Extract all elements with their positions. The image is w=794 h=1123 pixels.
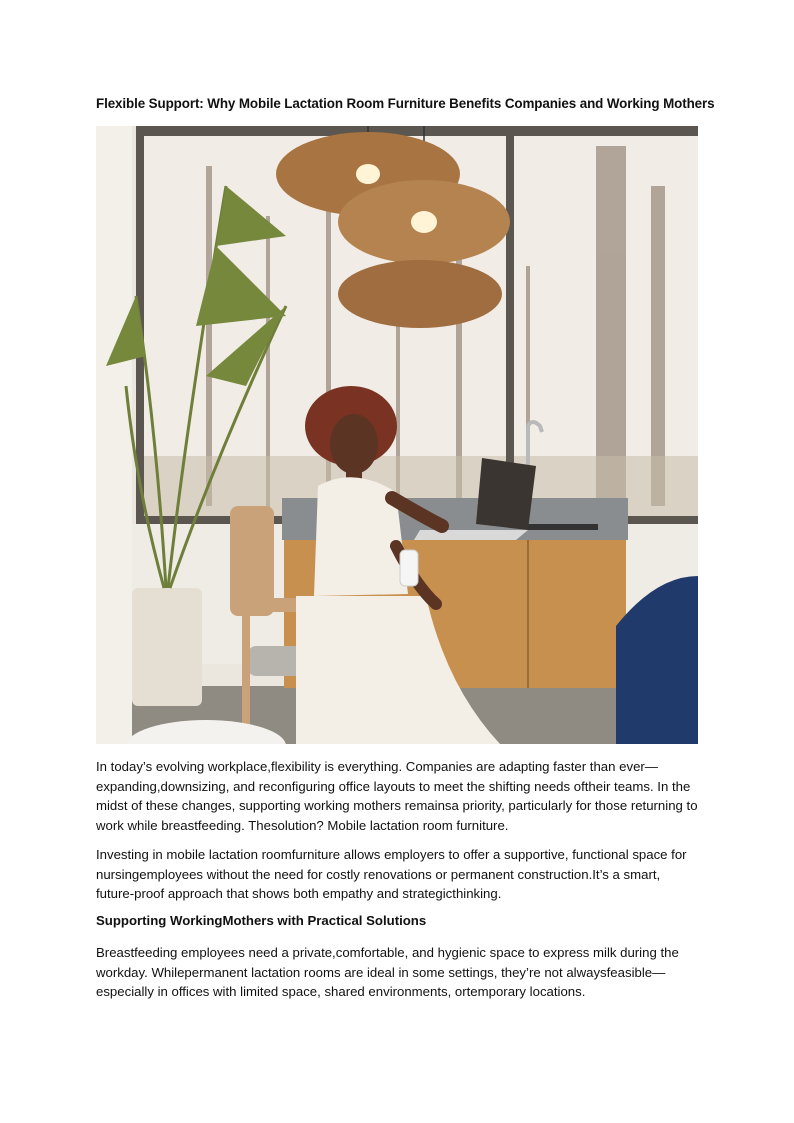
lactation-room-photo <box>96 126 698 744</box>
section-subheading: Supporting WorkingMothers with Practical Solutions <box>96 913 427 928</box>
paragraph-investing: Investing in mobile lactation roomfurniture allows employers to offer a supportive, functional space for nursingemployees without the need for costly renovations or permanent construction.It’s a smart, future-proof approach that shows both empathy and strategicthinking. <box>96 847 687 901</box>
document-title: Flexible Support: Why Mobile Lactation Room Furniture Benefits Companies and Working Mothers <box>96 96 715 111</box>
paragraph-intro: In today’s evolving workplace,flexibility is everything. Companies are adapting faster than ever—expanding,downsizing, and reconfiguring office layouts to meet the shifting needs oftheir teams. In the midst of these changes, supporting working mothers remainsa priority, particularly for those returning to work while breastfeeding. Thesolution? Mobile lactation room furniture. <box>96 759 698 833</box>
paragraph-breastfeeding: Breastfeeding employees need a private,comfortable, and hygienic space to express milk during the workday. Whilepermanent lactation rooms are ideal in some settings, they’re not alwaysfeasible—especially in offices with limited space, shared environments, ortemporary locations. <box>96 945 679 999</box>
